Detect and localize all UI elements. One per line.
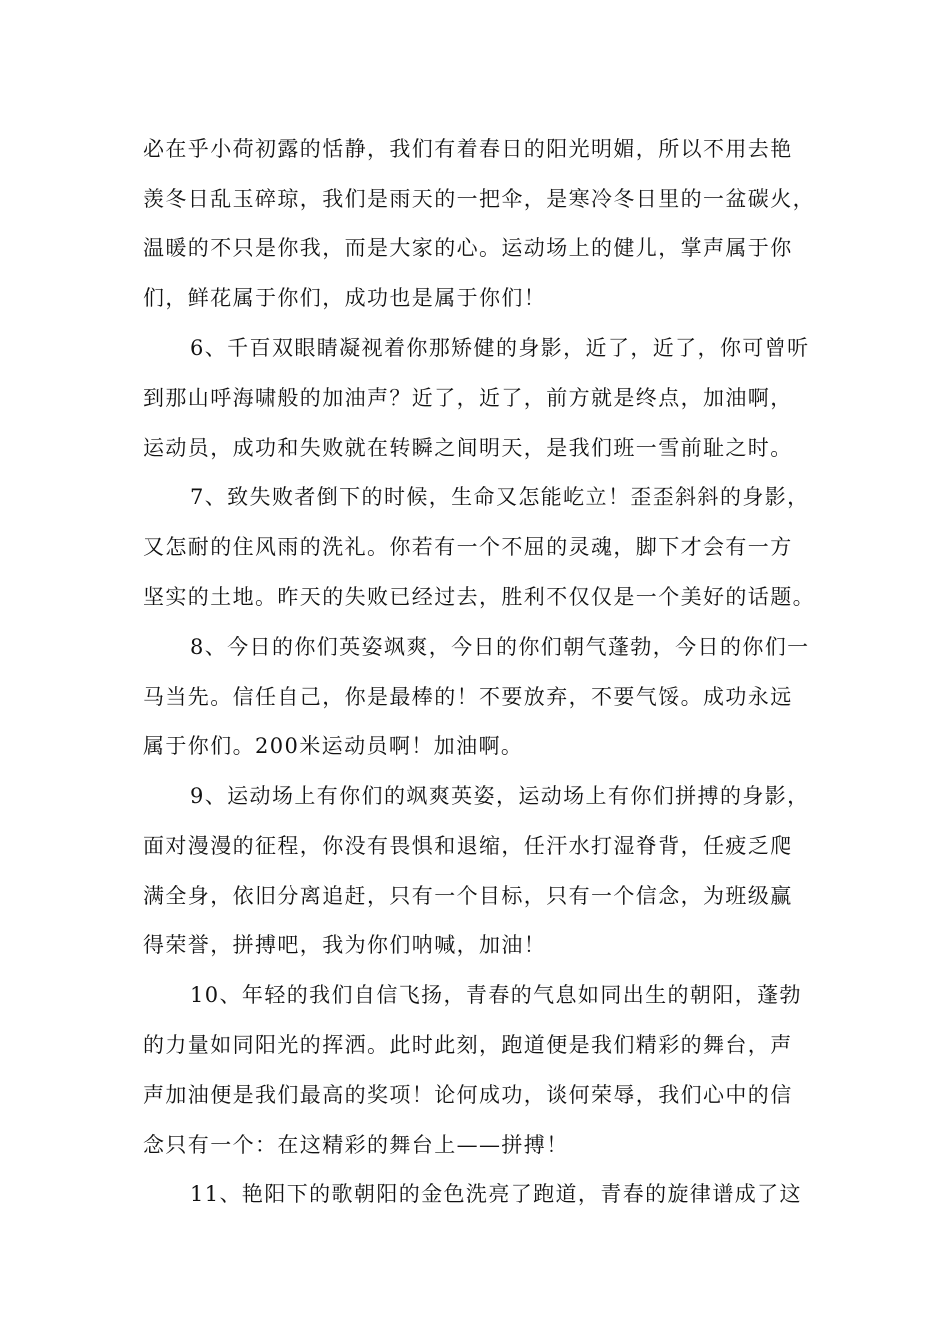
text-line: 属于你们。200米运动员啊！加油啊。 [143, 734, 524, 758]
paragraph-6-first-line: 6、千百双眼睛凝视着你那矫健的身影，近了，近了，你可曾听 [190, 336, 810, 360]
text-line: 运动员，成功和失败就在转瞬之间明天，是我们班一雪前耻之时。 [143, 436, 793, 460]
paragraph-10-first-line: 10、年轻的我们自信飞扬，青春的气息如同出生的朝阳，蓬勃 [190, 983, 802, 1007]
text-line: 必在乎小荷初露的恬静，我们有着春日的阳光明媚，所以不用去艳 [143, 137, 793, 161]
text-line: 坚实的土地。昨天的失败已经过去，胜利不仅仅是一个美好的话题。 [143, 585, 815, 609]
text-line: 羡冬日乱玉碎琼，我们是雨天的一把伞，是寒冷冬日里的一盆碳火， [143, 187, 815, 211]
paragraph-7-first-line: 7、致失败者倒下的时候，生命又怎能屹立！歪歪斜斜的身影， [190, 485, 810, 509]
text-line: 到那山呼海啸般的加油声？近了，近了，前方就是终点，加油啊， [143, 386, 793, 410]
text-line: 念只有一个：在这精彩的舞台上——拼搏！ [143, 1133, 569, 1157]
text-line: 得荣誉，拼搏吧，我为你们呐喊，加油！ [143, 933, 547, 957]
paragraph-9-first-line: 9、运动场上有你们的飒爽英姿，运动场上有你们拼搏的身影， [190, 784, 810, 808]
text-line: 马当先。信任自己，你是最棒的！不要放弃，不要气馁。成功永远 [143, 685, 793, 709]
paragraph-8-first-line: 8、今日的你们英姿飒爽，今日的你们朝气蓬勃，今日的你们一 [190, 635, 810, 659]
paragraph-11-first-line: 11、艳阳下的歌朝阳的金色洗亮了跑道，青春的旋律谱成了这 [190, 1182, 802, 1206]
text-line: 们，鲜花属于你们，成功也是属于你们！ [143, 286, 547, 310]
text-line: 声加油便是我们最高的奖项！论何成功，谈何荣辱，我们心中的信 [143, 1083, 793, 1107]
text-line: 面对漫漫的征程，你没有畏惧和退缩，任汗水打湿脊背，任疲乏爬 [143, 834, 793, 858]
text-line: 满全身，依旧分离追赶，只有一个目标，只有一个信念，为班级赢 [143, 884, 793, 908]
text-line: 温暖的不只是你我，而是大家的心。运动场上的健儿，掌声属于你 [143, 236, 793, 260]
text-line: 又怎耐的住风雨的洗礼。你若有一个不屈的灵魂，脚下才会有一方 [143, 535, 793, 559]
text-line: 的力量如同阳光的挥洒。此时此刻，跑道便是我们精彩的舞台，声 [143, 1033, 793, 1057]
